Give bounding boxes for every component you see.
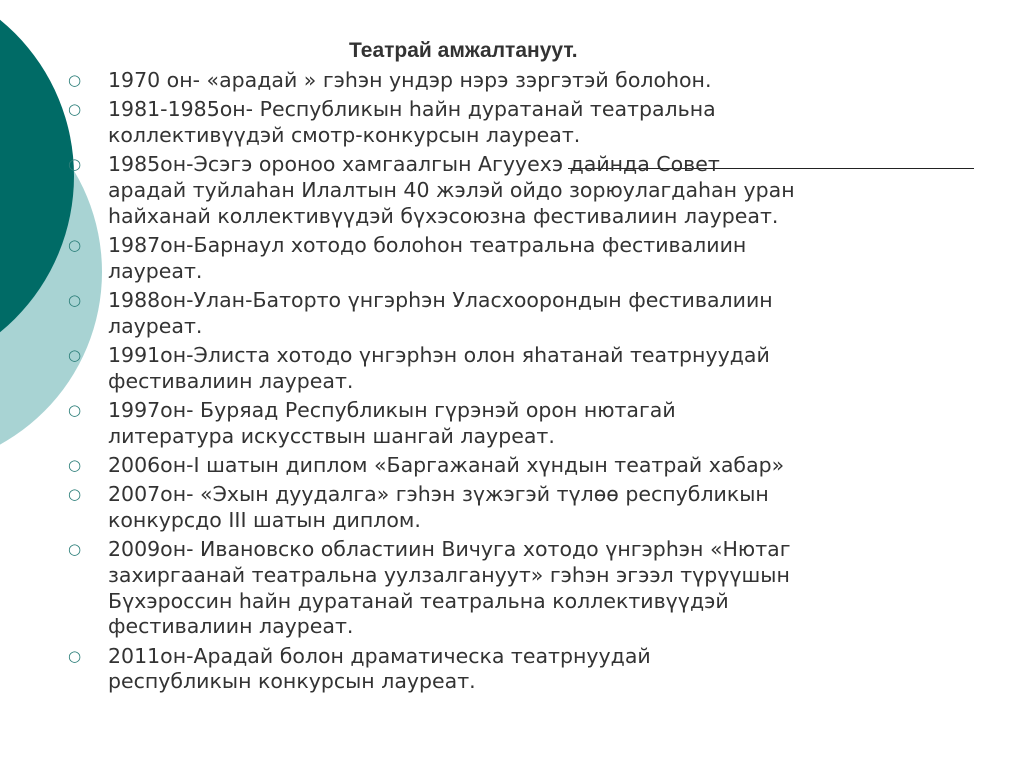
list-item	[68, 343, 998, 394]
list-item-text: 2007он- «Эхын дуудалга» гэһэн зүжэгэй түлөө республикын конкурсдо III шатын диплом.	[108, 482, 769, 532]
list-item	[68, 97, 998, 148]
list-item	[68, 482, 998, 533]
achievement-list	[68, 68, 998, 695]
list-item-text: 1997он- Буряад Республикын гүрэнэй орон нютагай литература искусствын шангай лауреат.	[108, 398, 676, 448]
list-item	[68, 453, 998, 479]
list-item	[68, 152, 998, 229]
circle-bullet-icon: ○	[68, 155, 82, 174]
list-item-text: 2009он- Ивановско областиин Вичуга хотодо үнгэрһэн «Нютаг захиргаанай театральна уулзалгануут» гэһэн эгээл түрүүшын Бүхэроссин һайн дуратанай театральна коллективүүдэй фестивалиин лауреат.	[108, 537, 791, 639]
list-item-text: 2011он-Арадай болон драматическа театрнуудай республикын конкурсын лауреат.	[108, 643, 651, 694]
circle-bullet-icon: ○	[68, 456, 82, 474]
list-item	[68, 537, 998, 640]
list-item-text: 1987он-Барнаул хотодо болоһон театральна фестивалиин лауреат.	[108, 233, 747, 283]
list-item-text: 2006он-I шатын диплом «Баргажанай хүндын театрай хабар»	[108, 453, 785, 477]
circle-bullet-icon: ○	[68, 291, 82, 309]
circle-bullet-icon: ○	[68, 401, 82, 419]
list-item	[68, 68, 998, 94]
circle-bullet-icon: ○	[68, 646, 82, 665]
circle-bullet-icon: ○	[68, 71, 82, 89]
circle-bullet-icon: ○	[68, 540, 82, 559]
slide-content	[68, 38, 998, 699]
circle-bullet-icon: ○	[68, 485, 82, 504]
list-item-text: 1970 он- «арадай » гэһэн ундэр нэрэ зэргэтэй болоһон.	[108, 68, 712, 92]
circle-bullet-icon: ○	[68, 236, 82, 254]
list-item	[68, 644, 998, 695]
list-item-text: 1991он-Элиста хотодо үнгэрһэн олон яһатанай театрнуудай фестивалиин лауреат.	[108, 343, 770, 393]
list-item-text: 1981-1985он- Республикын һайн дуратанай театральна коллективүүдэй смотр-конкурсын лауреат.	[108, 97, 716, 147]
list-item	[68, 398, 998, 449]
slide-title: Театрай амжалтануут.	[349, 39, 578, 62]
list-item	[68, 288, 998, 339]
list-item	[68, 233, 998, 284]
list-item-text: 1985он-Эсэгэ ороноо хамгаалгын Агууехэ дайнда Совет арадай туйлаhан Илалтын 40 жэлэй ойдо зорюулагдаһан уран һайханай коллективүүдэй бүхэсоюзна фестивалиин лауреат.	[108, 152, 795, 228]
circle-bullet-icon: ○	[68, 100, 82, 119]
circle-bullet-icon: ○	[68, 346, 82, 364]
list-item-text: 1988он-Улан-Баторто үнгэрһэн Уласхоорондын фестивалиин лауреат.	[108, 288, 773, 338]
